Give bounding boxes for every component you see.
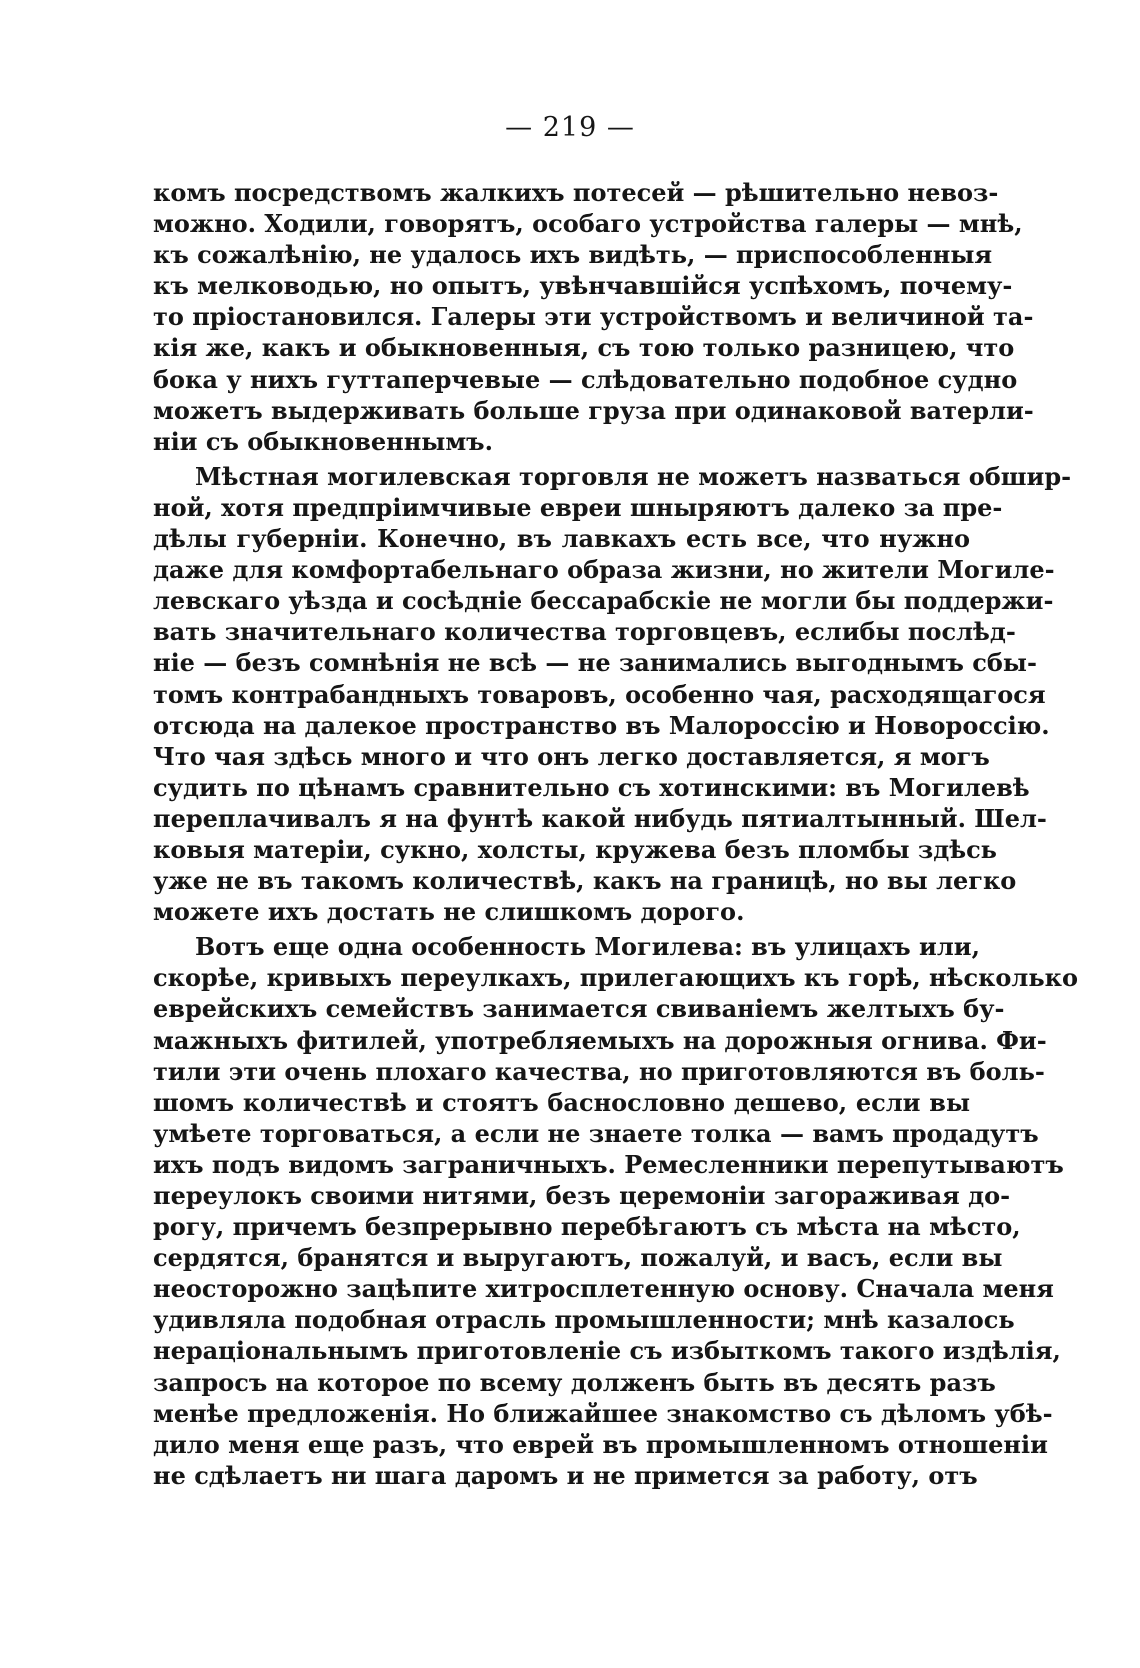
text-line: Вотъ еще одна особенность Могилева: въ улицахъ или, [195, 932, 980, 962]
page-number: — 219 — [505, 112, 635, 143]
text-line: скорѣе, кривыхъ переулкахъ, прилегающихъ къ горѣ, нѣсколько [153, 963, 1078, 993]
text-line: къ мелководью, но опытъ, увѣнчавшійся успѣхомъ, почему- [153, 271, 1013, 301]
text-line: шомъ количествѣ и стоятъ баснословно дешево, если вы [153, 1087, 970, 1117]
text-column [153, 177, 1078, 1491]
text-line: левскаго уѣзда и сосѣдніе бессарабскіе не могли бы поддержи- [153, 586, 1054, 616]
text-line: рогу, причемъ безпрерывно перебѣгаютъ съ мѣста на мѣсто, [153, 1212, 1021, 1242]
text-line: ихъ подъ видомъ заграничныхъ. Ремесленники перепутываютъ [153, 1149, 1064, 1179]
text-line: запросъ на которое по всему долженъ быть въ десять разъ [153, 1367, 996, 1397]
text-line: ніе — безъ сомнѣнія не всѣ — не занимались выгоднымъ сбы- [153, 648, 1037, 678]
text-line: ной, хотя предпріимчивые евреи шныряютъ далеко за пре- [153, 492, 1003, 522]
text-line: комъ посредствомъ жалкихъ потесей — рѣшительно невоз- [153, 178, 999, 207]
text-line: неосторожно зацѣпите хитросплетенную основу. Сначала меня [153, 1274, 1054, 1304]
paragraph [153, 931, 1078, 1491]
text-line: сердятся, бранятся и выругаютъ, пожалуй, и васъ, если вы [153, 1243, 1003, 1273]
text-line: еврейскихъ семействъ занимается свиваніемъ желтыхъ бу- [153, 994, 1005, 1024]
text-line: тили эти очень плохаго качества, но приготовляются въ боль- [153, 1056, 1045, 1086]
text-line: переплачивалъ я на фунтѣ какой нибудь пятиалтынный. Шел- [153, 803, 1047, 833]
paragraph [153, 461, 1072, 927]
text-line: кія же, какъ и обыкновенныя, съ тою только разницею, что [153, 333, 1015, 363]
text-line: можно. Ходили, говорятъ, особаго устройства галеры — мнѣ, [153, 209, 1023, 239]
text-line: отсюда на далекое пространство въ Малороссію и Новороссію. [153, 710, 1050, 740]
text-line: вать значительнаго количества торговцевъ, еслибы послѣд- [153, 617, 1016, 647]
text-line: то пріостановился. Галеры эти устройствомъ и величиной та- [153, 302, 1034, 332]
text-line: не сдѣлаетъ ни шага даромъ и не примется за работу, отъ [153, 1460, 978, 1490]
text-line: Что чая здѣсь много и что онъ легко доставляется, я могъ [153, 741, 990, 771]
paragraph [153, 177, 1034, 457]
text-line: удивляла подобная отрасль промышленности; мнѣ казалось [153, 1305, 1015, 1335]
text-line: бока у нихъ гуттаперчевые — слѣдовательно подобное судно [153, 364, 1018, 394]
text-line: дѣлы губерніи. Конечно, въ лавкахъ есть все, что нужно [153, 524, 970, 554]
text-line: дило меня еще разъ, что еврей въ промышленномъ отношеніи [153, 1429, 1048, 1459]
text-line: ковыя матеріи, сукно, холсты, кружева безъ пломбы здѣсь [153, 834, 997, 864]
text-line: Мѣстная могилевская торговля не можетъ назваться обшир- [195, 461, 1072, 491]
text-line: менѣе предложенія. Но ближайшее знакомство съ дѣломъ убѣ- [153, 1398, 1053, 1428]
text-line: переулокъ своими нитями, безъ церемоніи загораживая до- [153, 1181, 1011, 1210]
text-line: судить по цѣнамъ сравнительно съ хотинскими: въ Могилевѣ [153, 772, 1030, 802]
text-line: томъ контрабандныхъ товаровъ, особенно чая, расходящагося [153, 679, 1046, 709]
text-line: можетъ выдерживать больше груза при одинаковой ватерли- [153, 395, 1034, 425]
text-line: мажныхъ фитилей, употребляемыхъ на дорожныя огнива. Фи- [153, 1025, 1047, 1055]
text-line: уже не въ такомъ количествѣ, какъ на границѣ, но вы легко [153, 866, 1017, 896]
text-line: ніи съ обыкновеннымъ. [153, 426, 493, 456]
text-line: къ сожалѣнію, не удалось ихъ видѣть, — приспособленныя [153, 240, 993, 270]
text-line: умѣете торговаться, а если не знаете толка — вамъ продадутъ [153, 1118, 1039, 1148]
text-line: можете ихъ достать не слишкомъ дорого. [153, 897, 745, 927]
text-line: даже для комфортабельнаго образа жизни, но жители Могиле- [153, 555, 1055, 585]
text-line: нераціональнымъ приготовленіе съ избыткомъ такого издѣлія, [153, 1336, 1061, 1366]
